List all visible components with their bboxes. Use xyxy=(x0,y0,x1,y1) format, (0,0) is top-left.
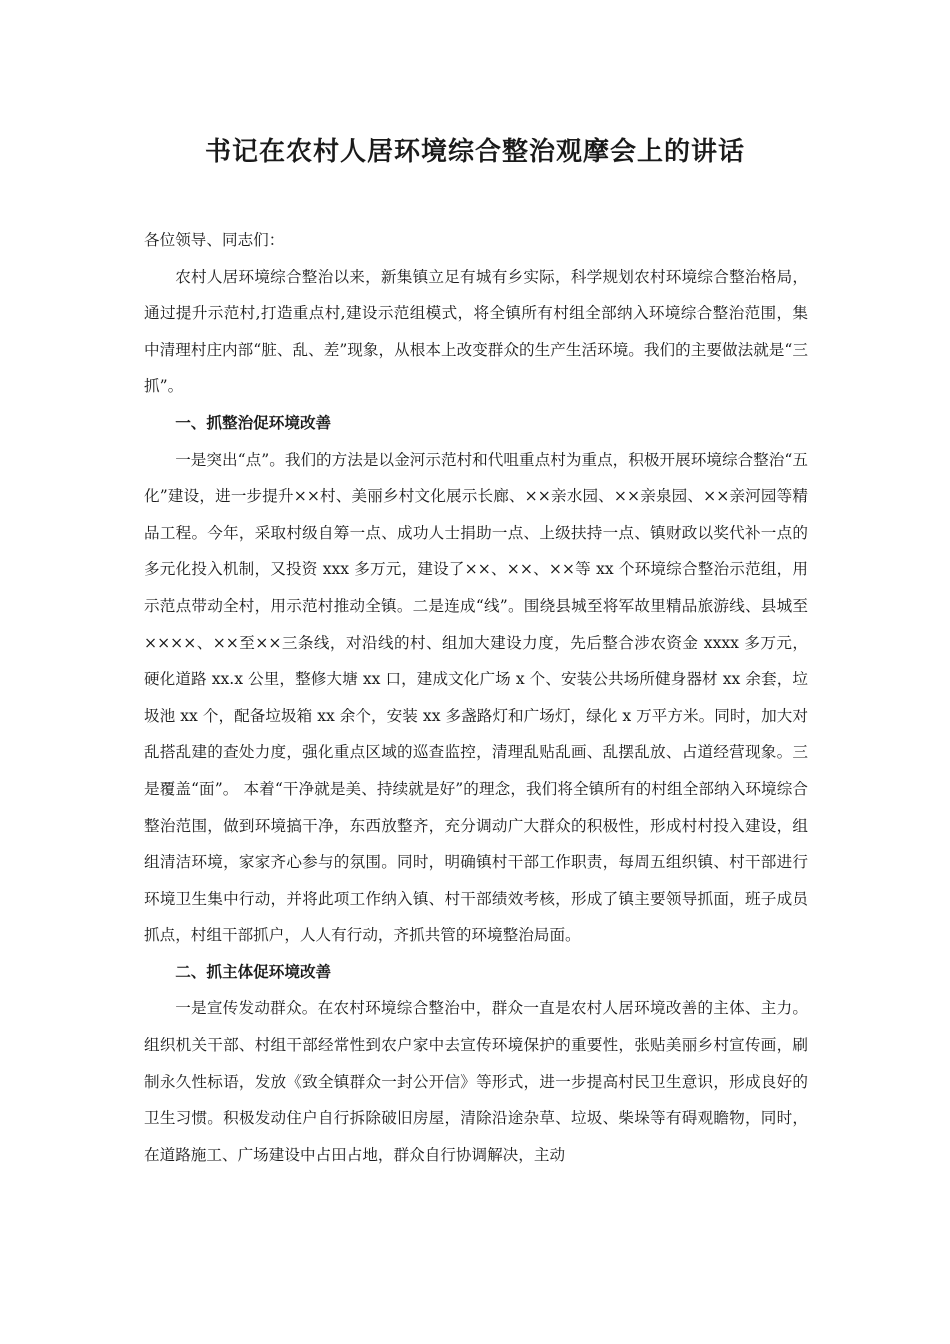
document-title: 书记在农村人居环境综合整治观摩会上的讲话 xyxy=(204,137,745,167)
section-heading-2: 二、抓主体促环境改善 xyxy=(175,961,332,981)
section-2-paragraph: 一是宣传发动群众。在农村环境综合整治中，群众一直是农村人居环境改善的主体、主力。组织机关干部、村组干部经常性到农户家中去宣传环境保护的重要性，张贴美丽乡村宣传画，刷制永久性标语，发放《致全镇群众一封公开信》等形式，进一步提高村民卫生意识，形成良好的卫生习惯。积极发动住户自行拆除破旧房屋，清除沿途杂草、垃圾、柴垛等有碍观瞻物，同时，在道路施工、广场建设中占田占地，群众自行协调解决，主动 xyxy=(144,999,808,1164)
salutation: 各位领导、同志们： xyxy=(144,231,285,249)
section-heading-1: 一、抓整治促环境改善 xyxy=(175,412,332,432)
document-body xyxy=(144,222,808,1173)
section-1-paragraph: 一是突出“点”。我们的方法是以金河示范村和代咀重点村为重点，积极开展环境综合整治“五化”建设，进一步提升××村、美丽乡村文化展示长廊、××亲水园、××亲泉园、××亲河园等精品工程。今年，采取村级自筹一点、成功人士捐助一点、上级扶持一点、镇财政以奖代补一点的多元化投入机制，又投资 xxx 多万元，建设了××、××、××等 xx 个环境综合整治示范组，用示范点带动全村，用示范村推动全镇。二是连成“线”。围绕县城至将军故里精品旅游线、县城至××××、××至××三条线，对沿线的村、组加大建设力度，先后整合涉农资金 xxxx 多万元，硬化道路 xx.x 公里，整修大塘 xx 口，建成文化广场 x 个、安装公共场所健身器材 xx 余套，垃圾池 xx 个，配备垃圾箱 xx 余个，安装 xx 多盏路灯和广场灯，绿化 x 万平方米。同时，加大对乱搭乱建的查处力度，强化重点区域的巡查监控，清理乱贴乱画、乱摆乱放、占道经营现象。三是覆盖“面”。 本着“干净就是美、持续就是好”的理念，我们将全镇所有的村组全部纳入环境综合整治范围，做到环境搞干净，东西放整齐，充分调动广大群众的积极性，形成村村投入建设，组组清洁环境，家家齐心参与的氛围。同时，明确镇村干部工作职责，每周五组织镇、村干部进行环境卫生集中行动，并将此项工作纳入镇、村干部绩效考核，形成了镇主要领导抓面，班子成员抓点，村组干部抓户，人人有行动，齐抓共管的环境整治局面。 xyxy=(144,450,808,945)
intro-paragraph: 农村人居环境综合整治以来，新集镇立足有城有乡实际，科学规划农村环境综合整治格局，通过提升示范村,打造重点村,建设示范组模式，将全镇所有村组全部纳入环境综合整治范围，集中清理村庄内部“脏、乱、差”现象，从根本上改变群众的生产生活环境。我们的主要做法就是“三抓”。 xyxy=(144,267,808,396)
